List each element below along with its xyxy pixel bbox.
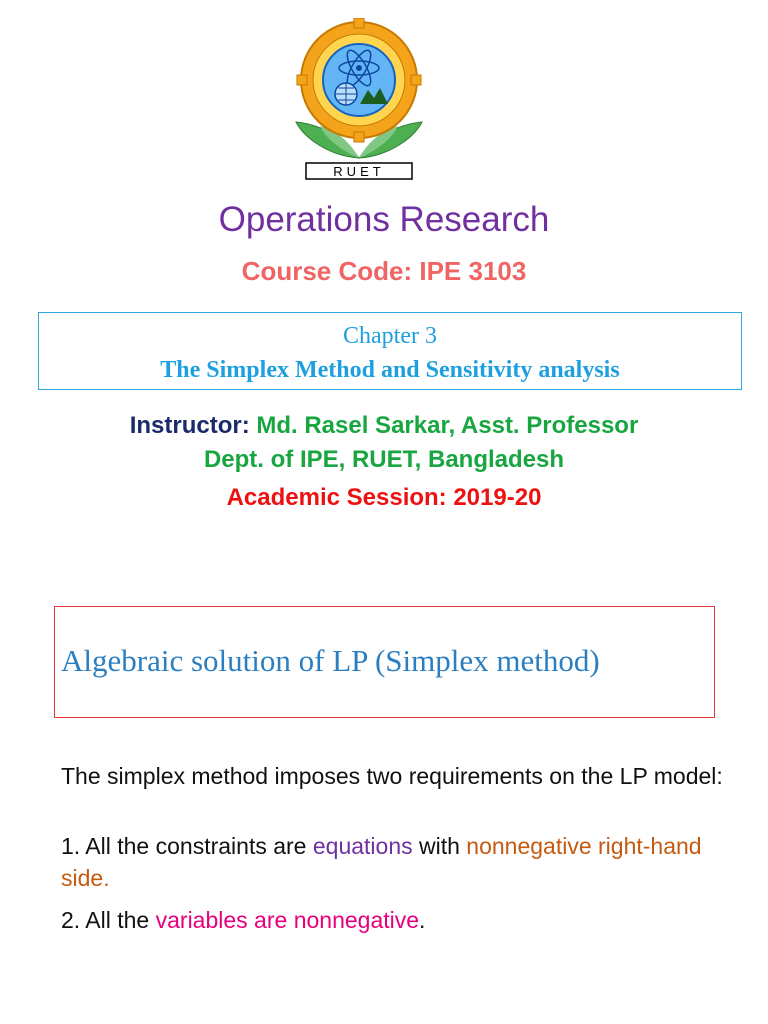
req2-variables-nonnegative: variables are nonnegative (155, 907, 420, 933)
instructor-label: Instructor: (129, 412, 250, 439)
instructor-line (0, 412, 768, 440)
req1-nonnegative-rhs: nonnegative right-hand side. (61, 833, 702, 891)
req2-period: . (419, 907, 426, 933)
intro-paragraph: The simplex method imposes two requirements on the LP model: (61, 763, 723, 789)
academic-session: Academic Session: 2019-20 (226, 484, 542, 511)
section-heading: Algebraic solution of LP (Simplex method) (61, 643, 600, 678)
department: Dept. of IPE, RUET, Bangladesh (203, 446, 565, 473)
course-title: Operations Research (218, 200, 550, 239)
requirement-2 (61, 904, 751, 936)
logo-label: RUET (333, 164, 385, 179)
section-heading-box (54, 606, 715, 718)
chapter-number: Chapter 3 (343, 323, 437, 349)
req1-equations: equations (312, 833, 413, 859)
req1-text-c: with (412, 833, 467, 859)
chapter-box (38, 312, 742, 390)
instructor-name: Md. Rasel Sarkar, Asst. Professor (256, 412, 639, 439)
chapter-title: The Simplex Method and Sensitivity analysis (160, 357, 620, 383)
requirement-1 (61, 830, 751, 894)
course-code: Course Code: IPE 3103 (241, 256, 527, 286)
req2-text-a: 2. All the (61, 907, 156, 933)
req1-text-a: 1. All the constraints are (61, 833, 313, 859)
ruet-logo (284, 18, 434, 183)
